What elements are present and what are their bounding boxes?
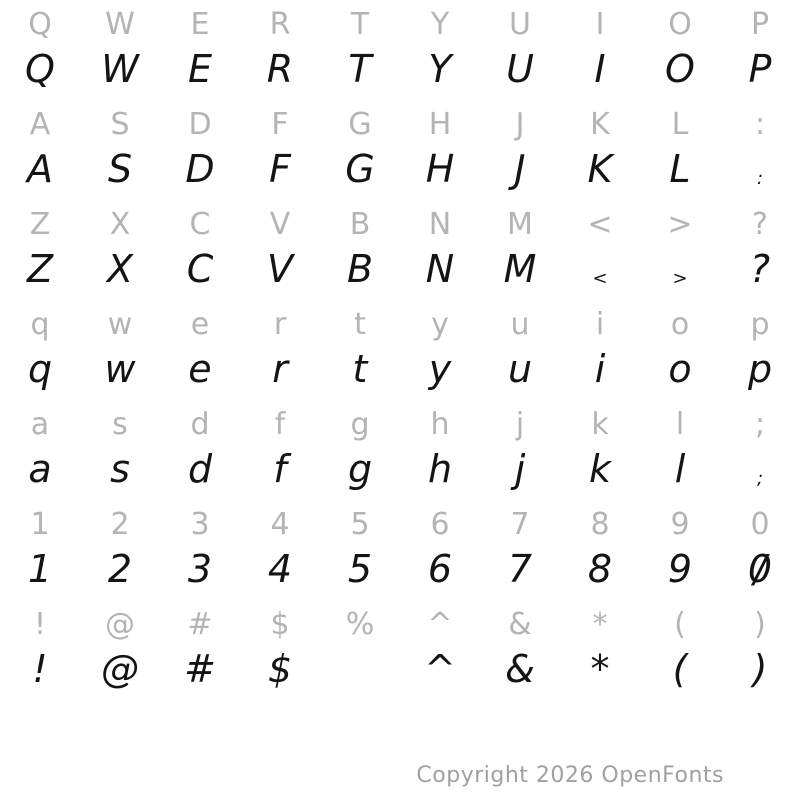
char-pair-row xyxy=(0,402,800,502)
reference-row xyxy=(0,502,800,540)
ref-char: W xyxy=(105,7,135,42)
sample-char: E xyxy=(187,47,212,91)
sample-char: U xyxy=(506,47,534,91)
sample-char: # xyxy=(184,647,216,691)
sample-char: X xyxy=(106,247,134,291)
sample-char: T xyxy=(348,47,372,91)
sample-row xyxy=(0,640,800,691)
sample-char: A xyxy=(27,147,53,191)
sample-char: 3 xyxy=(187,547,213,591)
ref-char: t xyxy=(354,307,366,342)
sample-char: ; xyxy=(756,468,764,489)
ref-char: H xyxy=(428,107,452,142)
sample-char: : xyxy=(756,168,764,189)
ref-char: ) xyxy=(754,607,766,642)
sample-char: k xyxy=(588,447,611,491)
ref-char: Z xyxy=(29,207,51,242)
sample-char: H xyxy=(425,147,455,191)
ref-char: ; xyxy=(754,407,766,442)
ref-char: 3 xyxy=(190,507,210,542)
ref-char: 0 xyxy=(750,507,770,542)
ref-char: 9 xyxy=(670,507,690,542)
ref-char: p xyxy=(750,307,770,342)
sample-char: B xyxy=(346,247,374,291)
sample-char: O xyxy=(665,47,695,91)
ref-char: R xyxy=(269,7,291,42)
sample-char: o xyxy=(668,347,692,391)
sample-char: C xyxy=(186,247,214,291)
sample-row xyxy=(0,140,800,191)
ref-char: i xyxy=(595,307,605,342)
ref-char: G xyxy=(348,107,372,142)
reference-row xyxy=(0,202,800,240)
ref-char: B xyxy=(349,207,371,242)
char-pair-row xyxy=(0,202,800,302)
sample-char: 1 xyxy=(27,547,53,591)
sample-char: > xyxy=(672,268,688,289)
char-pair-row xyxy=(0,102,800,202)
sample-char: W xyxy=(101,47,139,91)
ref-char: r xyxy=(273,307,287,342)
ref-char: J xyxy=(515,107,525,142)
ref-char: w xyxy=(107,307,133,342)
ref-char: S xyxy=(110,107,130,142)
sample-char: L xyxy=(669,147,691,191)
sample-char: < xyxy=(592,268,608,289)
ref-char: P xyxy=(750,7,770,42)
ref-char: M xyxy=(507,207,533,242)
ref-char: 8 xyxy=(590,507,610,542)
ref-char: 5 xyxy=(350,507,370,542)
ref-char: k xyxy=(591,407,609,442)
ref-char: u xyxy=(510,307,530,342)
sample-char: 9 xyxy=(667,547,693,591)
ref-char: A xyxy=(29,107,51,142)
ref-char: N xyxy=(428,207,452,242)
sample-char: K xyxy=(587,147,613,191)
ref-char: 6 xyxy=(430,507,450,542)
reference-row xyxy=(0,402,800,440)
sample-char: h xyxy=(427,447,453,491)
sample-row xyxy=(0,340,800,391)
char-pair-row xyxy=(0,2,800,102)
ref-char: V xyxy=(269,207,291,242)
copyright-text: Copyright 2026 OpenFonts xyxy=(416,763,724,788)
sample-char: S xyxy=(107,147,133,191)
sample-char: Y xyxy=(428,47,452,91)
sample-char: s xyxy=(110,447,130,491)
ref-char: C xyxy=(189,207,211,242)
sample-char: ! xyxy=(32,647,48,691)
ref-char: 4 xyxy=(270,507,290,542)
sample-char: f xyxy=(273,447,287,491)
sample-row xyxy=(0,440,800,491)
ref-char: e xyxy=(190,307,210,342)
ref-char: I xyxy=(595,7,605,42)
ref-char: * xyxy=(592,607,608,642)
sample-char: y xyxy=(428,347,452,391)
ref-char: @ xyxy=(105,607,135,642)
sample-row xyxy=(0,40,800,91)
sample-char: N xyxy=(425,247,455,291)
sample-char: p xyxy=(747,347,773,391)
sample-char: M xyxy=(503,247,537,291)
reference-row xyxy=(0,602,800,640)
sample-char: Q xyxy=(25,47,55,91)
ref-char: F xyxy=(271,107,289,142)
ref-char: s xyxy=(112,407,128,442)
ref-char: < xyxy=(587,207,613,242)
sample-char: ? xyxy=(749,247,771,291)
ref-char: K xyxy=(590,107,610,142)
ref-char: h xyxy=(430,407,450,442)
ref-char: D xyxy=(188,107,212,142)
sample-char: i xyxy=(594,347,606,391)
reference-row xyxy=(0,302,800,340)
sample-char: ( xyxy=(672,647,688,691)
sample-char: ^ xyxy=(424,647,456,691)
sample-char: 2 xyxy=(107,547,133,591)
sample-char: j xyxy=(514,447,526,491)
ref-char: o xyxy=(670,307,690,342)
sample-char: 7 xyxy=(507,547,533,591)
ref-char: d xyxy=(190,407,210,442)
char-pair-row xyxy=(0,502,800,602)
ref-char: f xyxy=(274,407,286,442)
sample-char: 6 xyxy=(427,547,453,591)
sample-char: l xyxy=(674,447,686,491)
ref-char: E xyxy=(190,7,210,42)
sample-char: @ xyxy=(101,647,139,691)
ref-char: O xyxy=(668,7,692,42)
sample-char: a xyxy=(28,447,52,491)
ref-char: q xyxy=(30,307,50,342)
sample-char: q xyxy=(27,347,53,391)
sample-char: d xyxy=(187,447,213,491)
ref-char: ( xyxy=(674,607,686,642)
sample-char: G xyxy=(345,147,375,191)
ref-char: ? xyxy=(752,207,768,242)
ref-char: ! xyxy=(33,607,47,642)
char-pair-row xyxy=(0,302,800,402)
reference-row xyxy=(0,102,800,140)
sample-char: F xyxy=(269,147,291,191)
sample-char: 4 xyxy=(267,547,293,591)
sample-char: P xyxy=(748,47,772,91)
sample-char: ) xyxy=(752,647,768,691)
ref-char: U xyxy=(509,7,531,42)
sample-char: 0 / xyxy=(720,550,800,588)
ref-char: 7 xyxy=(510,507,530,542)
sample-char: * xyxy=(590,647,610,691)
sample-row xyxy=(0,240,800,291)
sample-char: & xyxy=(505,647,535,691)
ref-char: X xyxy=(109,207,131,242)
ref-char: % xyxy=(345,607,375,642)
sample-char: g xyxy=(347,447,373,491)
sample-char: I xyxy=(594,47,606,91)
sample-char: $ xyxy=(267,647,293,691)
ref-char: & xyxy=(508,607,532,642)
sample-char: D xyxy=(185,147,215,191)
sample-row xyxy=(0,540,800,591)
ref-char: $ xyxy=(270,607,290,642)
sample-char: Z xyxy=(26,247,54,291)
reference-row xyxy=(0,2,800,40)
char-pair-row xyxy=(0,602,800,702)
ref-char: ^ xyxy=(427,607,453,642)
sample-char: t xyxy=(352,347,368,391)
sample-char: w xyxy=(104,347,136,391)
ref-char: T xyxy=(350,7,370,42)
ref-char: g xyxy=(350,407,370,442)
ref-char: 2 xyxy=(110,507,130,542)
sample-char: V xyxy=(267,247,293,291)
ref-char: a xyxy=(30,407,50,442)
ref-char: 1 xyxy=(30,507,50,542)
sample-char: 5 xyxy=(347,547,373,591)
sample-char: 8 xyxy=(587,547,613,591)
font-specimen-sheet xyxy=(0,2,800,702)
ref-char: > xyxy=(667,207,693,242)
ref-char: y xyxy=(431,307,449,342)
ref-char: L xyxy=(671,107,689,142)
ref-char: Y xyxy=(430,7,450,42)
sample-char: J xyxy=(514,147,526,191)
sample-char: u xyxy=(507,347,533,391)
ref-char: j xyxy=(515,407,525,442)
ref-char: Q xyxy=(28,7,52,42)
ref-char: # xyxy=(187,607,213,642)
sample-char: R xyxy=(266,47,294,91)
sample-char: r xyxy=(272,347,288,391)
sample-char: e xyxy=(188,347,212,391)
ref-char: : xyxy=(754,107,766,142)
ref-char: l xyxy=(675,407,685,442)
